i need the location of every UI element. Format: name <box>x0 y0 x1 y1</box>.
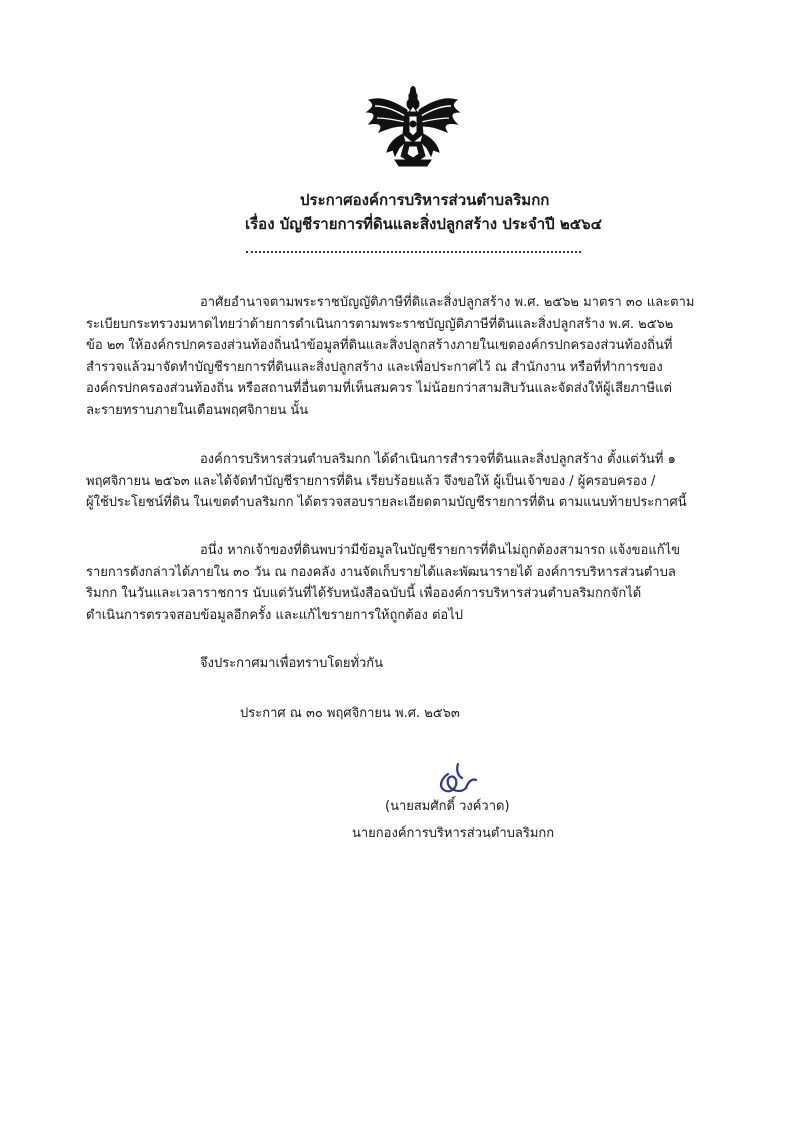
announcement-date: ประกาศ ณ ๓๐ พฤศจิกายน พ.ศ. ๒๕๖๓ <box>240 706 460 721</box>
paragraph-line: อาศัยอำนาจตามพระราชบัญญัติภาษีที่ดิและสิ่งปลูกสร้าง พ.ศ. ๒๕๖๒ มาตรา ๓๐ และตาม <box>200 295 695 310</box>
paragraph-line: อนึ่ง หากเจ้าของที่ดินพบว่ามีข้อมูลในบัญชีรายการที่ดินไม่ถูกต้องสามารถ แจ้งขอแก้ไข <box>200 543 681 558</box>
announcement-subject: เรื่อง บัญชีรายการที่ดินและสิ่งปลูกสร้าง ประจำปี ๒๕๖๔ <box>245 215 603 233</box>
paragraph-authority <box>86 292 725 421</box>
closing-line: จึงประกาศมาเพื่อทราบโดยทั่วกัน <box>200 656 384 671</box>
dotted-divider <box>246 251 581 253</box>
paragraph-line: องค์กรปกครองส่วนท้องถิ่น หรือสถานที่อื่นตามที่เห็นสมควร ไม่น้อยกว่าสามสิบวันและจัดส่งให้ผู้เสียภาษีแต่ <box>86 381 672 396</box>
paragraph-line: องค์การบริหารส่วนตำบลริมกก ได้ดำเนินการสำรวจที่ดินและสิ่งปลูกสร้าง ตั้งแต่วันที่ ๑ <box>200 452 676 467</box>
paragraph-survey <box>86 449 725 514</box>
paragraph-line: พฤศจิกายน ๒๕๖๓ และได้จัดทำบัญชีรายการที่ดิน เรียบร้อยแล้ว จึงขอให้ ผู้เป็นเจ้าของ / ผู้ครอบครอง / <box>86 473 656 489</box>
paragraph-line: สำรวจแล้วมาจัดทำบัญชีรายการที่ดินและสิ่งปลูกสร้าง และเพื่อประกาศไว้ ณ สำนักงาน หรือที่ทำการของ <box>86 359 663 375</box>
paragraph-line: ละรายทราบภายในเดือนพฤศจิกายน นั้น <box>86 402 309 418</box>
paragraph-line: ข้อ ๒๓ ให้องค์กรปกครองส่วนท้องถิ่นนำข้อมูลที่ดินและสิ่งปลูกสร้างภายในเขตองค์กรปกครองส่วนท้องถิ่นที่ <box>86 338 673 353</box>
announcement-title: ประกาศองค์การบริหารส่วนตำบลริมกก <box>300 191 550 209</box>
paragraph-line: ระเบียบกระทรวงมหาดไทยว่าด้ายการดำเนินการตามพระราชบัญญัติภาษีที่ดินและสิ่งปลูกสร้าง พ.ศ. ๒๕๖๒ <box>86 316 674 332</box>
paragraph-line: ริมกก ในวันและเวลาราชการ นับแต่วันที่ได้รับหนังสือฉบับนี้ เพื่อองค์การบริหารส่วนตำบลริมกกจักได้ <box>86 586 642 601</box>
signer-position: นายกองค์การบริหารส่วนตำบลริมกก <box>352 826 555 841</box>
garuda-emblem-icon <box>365 86 461 168</box>
paragraph-line: รายการดังกล่าวได้ภายใน ๓๐ วัน ณ กองคลัง งานจัดเก็บรายได้และพัฒนารายได้ องค์การบริหารส่วนตำบล <box>86 564 676 580</box>
closing-statement <box>200 653 725 675</box>
paragraph-line: ผู้ใช้ประโยชน์ที่ดิน ในเขตตำบลริมกก ได้ตรวจสอบรายละเอียดตามบัญชีรายการที่ดิน ตามแนบท้ายประกาศนี้ <box>86 495 687 510</box>
paragraph-line: ดำเนินการตรวจสอบข้อมูลอีกครั้ง และแก้ไขรายการให้ถูกต้อง ต่อไป <box>86 607 463 623</box>
paragraph-correction <box>86 540 725 626</box>
signer-name: (นายสมศักดิ์ วงค์วาด) <box>385 799 510 814</box>
